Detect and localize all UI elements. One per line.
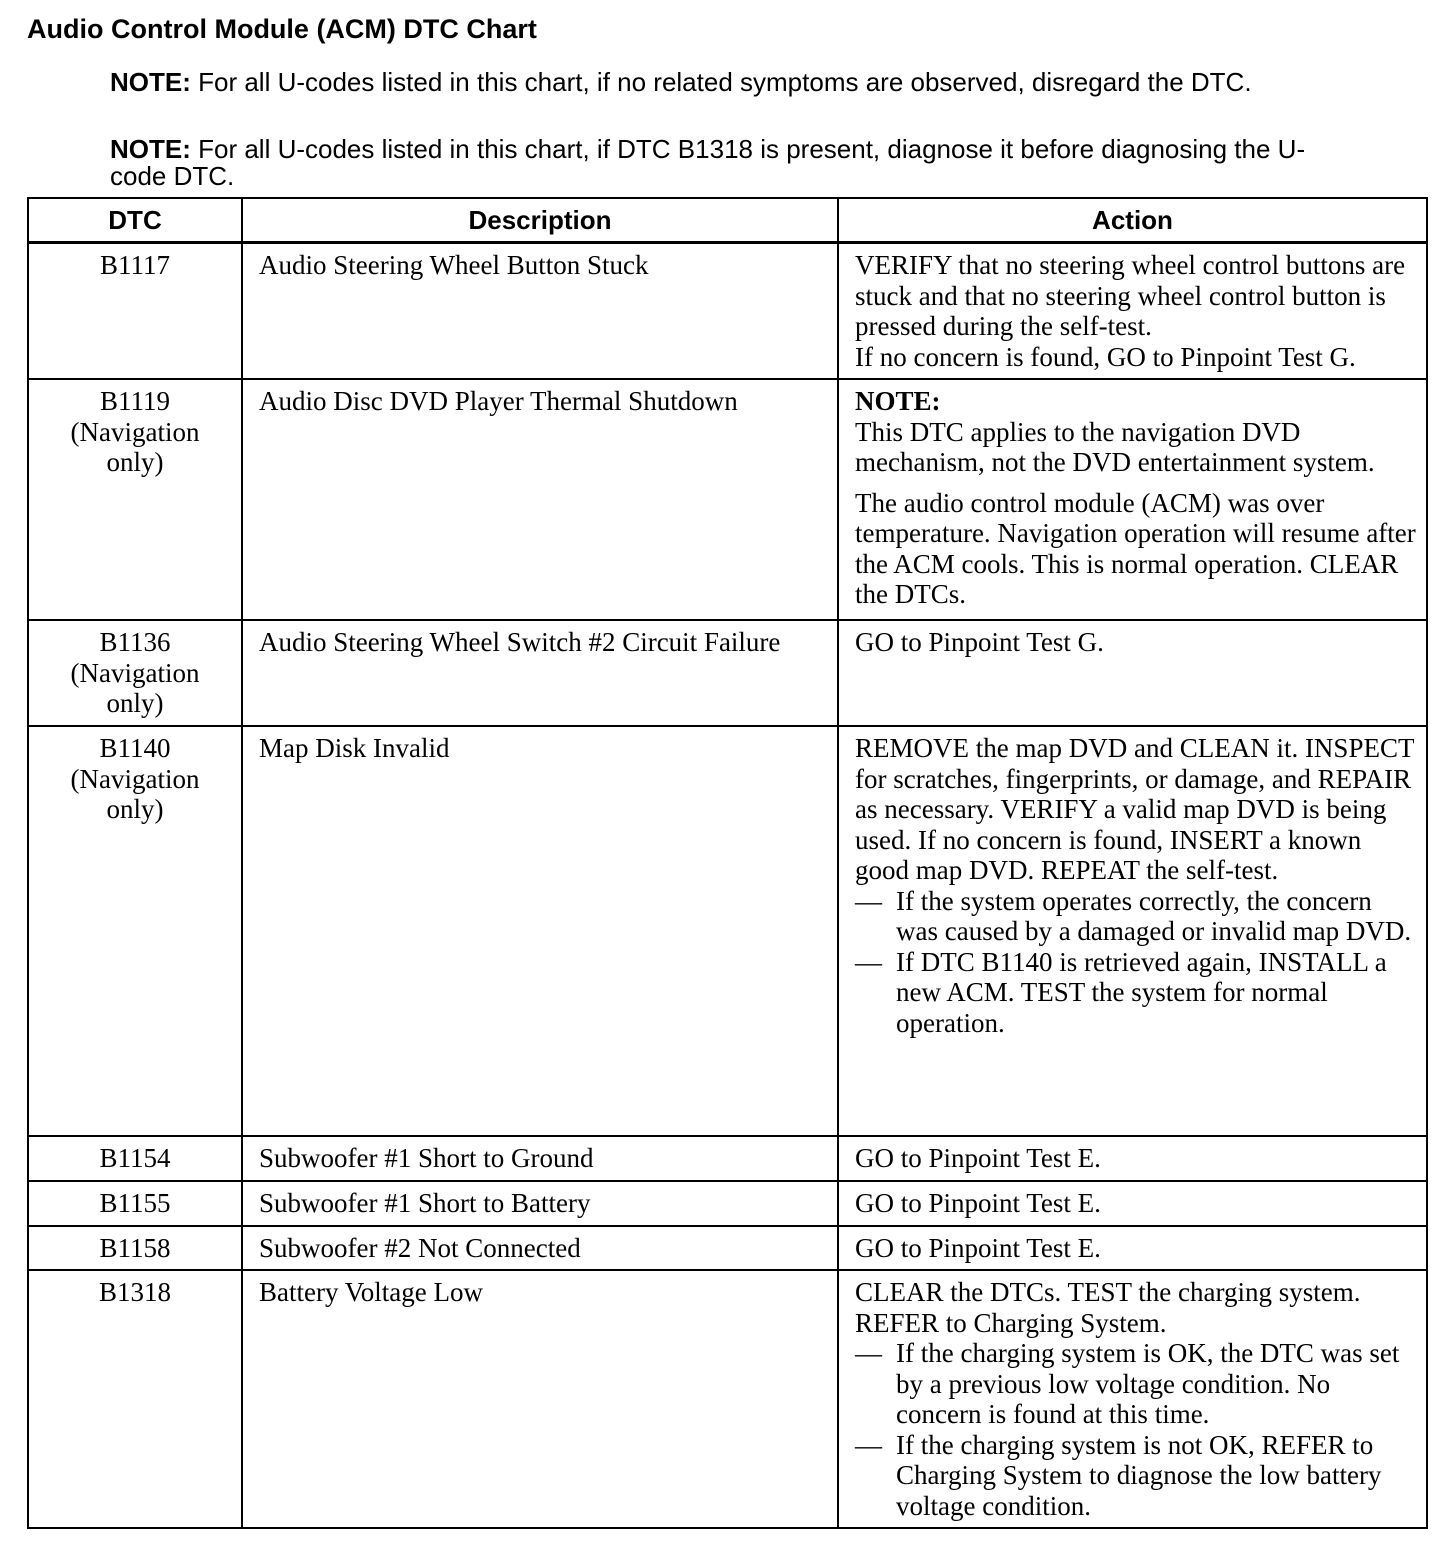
dtc-qualifier: (Navigation only) (70, 416, 200, 477)
action-bullet (855, 1338, 1416, 1430)
action-text: VERIFY that no steering wheel control buttons are stuck and that no steering wheel control button is pressed during the self-test. (855, 250, 1406, 341)
table-row (28, 243, 1427, 380)
description-cell: Audio Steering Wheel Button Stuck (242, 243, 838, 380)
action-cell (838, 726, 1427, 1136)
note-label: NOTE: (110, 67, 191, 97)
action-text: The audio control module (ACM) was over temperature. Navigation operation will resume after the ACM cools. This is normal operation. CLEAR the DTCs. (855, 487, 1416, 609)
action-cell (838, 620, 1427, 726)
action-text: CLEAR the DTCs. TEST the charging system. REFER to Charging System. (855, 1277, 1361, 1338)
table-row (28, 1270, 1427, 1528)
dtc-code: B1140 (99, 733, 171, 763)
dtc-code: B1136 (99, 627, 171, 657)
table-row (28, 726, 1427, 1136)
action-note-label: NOTE: (855, 386, 941, 416)
dtc-code: B1119 (99, 386, 170, 416)
action-text: If no concern is found, GO to Pinpoint Test G. (855, 341, 1356, 372)
dtc-cell (28, 1136, 242, 1181)
description-cell: Subwoofer #1 Short to Ground (242, 1136, 838, 1181)
action-cell (838, 379, 1427, 620)
table-header-row (28, 198, 1427, 243)
dtc-cell (28, 243, 242, 380)
bullet-dash: — (855, 1338, 882, 1368)
bullet-dash: — (855, 1429, 882, 1460)
action-bullet (855, 1430, 1416, 1522)
dtc-cell (28, 620, 242, 726)
bullet-text: If the charging system is OK, the DTC was set by a previous low voltage condition. No concern is found at this time. (896, 1338, 1400, 1429)
bullet-text: If DTC B1140 is retrieved again, INSTALL a new ACM. TEST the system for normal operation. (896, 946, 1387, 1038)
description-cell: Subwoofer #2 Not Connected (242, 1226, 838, 1271)
table-row (28, 620, 1427, 726)
description-cell: Battery Voltage Low (242, 1270, 838, 1528)
header-action: Action (838, 198, 1427, 243)
action-cell (838, 1270, 1427, 1528)
dtc-cell (28, 1226, 242, 1271)
table-row (28, 1136, 1427, 1181)
note-symptoms (110, 69, 1310, 96)
bullet-dash: — (855, 885, 882, 916)
dtc-code: B1155 (99, 1188, 171, 1218)
description-cell: Audio Steering Wheel Switch #2 Circuit Failure (242, 620, 838, 726)
action-text: GO to Pinpoint Test E. (855, 1232, 1101, 1263)
note-b1318 (110, 136, 1310, 190)
dtc-qualifier: (Navigation only) (70, 657, 200, 718)
dtc-code: B1318 (98, 1277, 171, 1307)
description-cell: Map Disk Invalid (242, 726, 838, 1136)
dtc-table (27, 197, 1428, 1529)
table-body (28, 243, 1427, 1529)
table-row (28, 1181, 1427, 1226)
action-bullet (855, 886, 1416, 947)
table-row (28, 1226, 1427, 1271)
action-text: REMOVE the map DVD and CLEAN it. INSPECT for scratches, fingerprints, or damage, and REPAIR as necessary. VERIFY a valid map DVD is being used. If no concern is found, INSERT a known good map DVD. REPEAT the self-test. (855, 733, 1414, 885)
description-cell: Audio Disc DVD Player Thermal Shutdown (242, 379, 838, 620)
action-cell (838, 1181, 1427, 1226)
page-title: Audio Control Module (ACM) DTC Chart (27, 14, 537, 44)
action-cell (838, 243, 1427, 380)
action-text: GO to Pinpoint Test G. (855, 627, 1104, 657)
dtc-code: B1154 (99, 1143, 171, 1173)
action-cell (838, 1226, 1427, 1271)
bullet-dash: — (855, 946, 882, 977)
note-label: NOTE: (110, 134, 191, 164)
dtc-code: B1117 (99, 250, 170, 280)
action-cell (838, 1136, 1427, 1181)
bullet-text: If the system operates correctly, the concern was caused by a damaged or invalid map DVD. (896, 885, 1412, 946)
note-text: For all U-codes listed in this chart, if DTC B1318 is present, diagnose it before diagnosing the U-code DTC. (110, 134, 1306, 191)
header-description: Description (242, 198, 838, 243)
action-text: GO to Pinpoint Test E. (855, 1188, 1101, 1218)
bullet-text: If the charging system is not OK, REFER to Charging System to diagnose the low battery voltage condition. (896, 1429, 1382, 1521)
dtc-cell (28, 379, 242, 620)
action-bullet (855, 947, 1416, 1039)
header-dtc: DTC (28, 198, 242, 243)
dtc-cell (28, 1270, 242, 1528)
action-text: This DTC applies to the navigation DVD mechanism, not the DVD entertainment system. (855, 416, 1375, 477)
note-text: For all U-codes listed in this chart, if no related symptoms are observed, disregard the DTC. (190, 67, 1252, 97)
dtc-cell (28, 726, 242, 1136)
action-text: GO to Pinpoint Test E. (855, 1143, 1101, 1173)
description-cell: Subwoofer #1 Short to Battery (242, 1181, 838, 1226)
dtc-cell (28, 1181, 242, 1226)
dtc-code: B1158 (99, 1232, 171, 1263)
table-row (28, 379, 1427, 620)
dtc-qualifier: (Navigation only) (70, 763, 200, 824)
